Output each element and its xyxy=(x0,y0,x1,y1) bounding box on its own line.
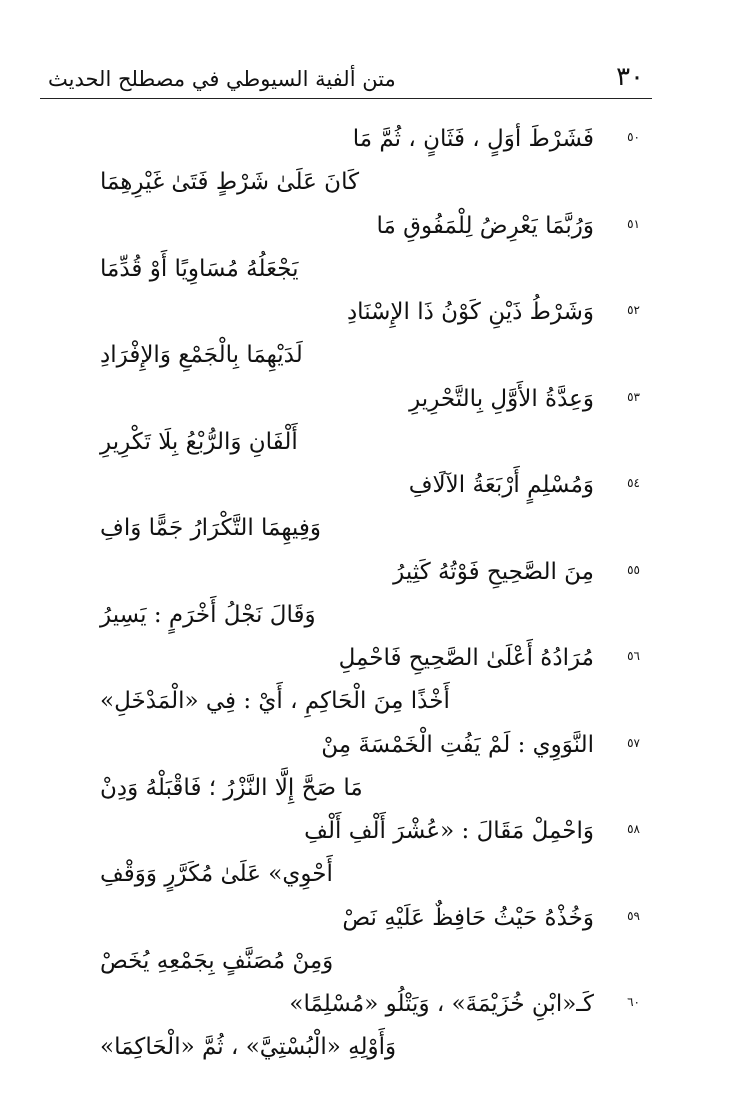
verse-number: ٥٠ xyxy=(627,130,640,144)
verse-first-hemistich: مُرَادُهُ أَعْلَىٰ الصَّحِيحِ فَاحْمِلِ xyxy=(338,645,594,671)
verse xyxy=(0,555,736,642)
verse-first-hemistich: كَـ«ابْنِ خُزَيْمَةَ» ، وَيَتْلُو «مُسْلِمًا» xyxy=(289,991,594,1017)
verse xyxy=(0,987,736,1074)
verse xyxy=(0,728,736,815)
verse xyxy=(0,382,736,469)
verse-first-hemistich: وَرُبَّمَا يَعْرِضُ لِلْمَفُوقِ مَا xyxy=(376,212,594,239)
verse-second-hemistich: وَأَوْلِهِ «الْبُسْتِيَّ» ، ثُمَّ «الْحَاكِمَا» xyxy=(100,1034,397,1060)
verse-list xyxy=(0,122,736,1074)
verse-number: ٥٣ xyxy=(627,389,640,404)
book-title: متن ألفية السيوطي في مصطلح الحديث xyxy=(48,67,396,91)
verse-first-hemistich: وَخُذْهُ حَيْثُ حَافِظٌ عَلَيْهِ نَصْ xyxy=(342,904,594,931)
verse-number: ٥١ xyxy=(627,216,640,231)
verse-number: ٥٨ xyxy=(627,822,640,836)
verse-second-hemistich: أَحْوِي» عَلَىٰ مُكَرَّرٍ وَوَقْفِ xyxy=(100,861,333,887)
verse-first-hemistich: وَعِدَّةُ الأَوَّلِ بِالتَّحْرِيرِ xyxy=(409,385,594,412)
verse-number: ٥٩ xyxy=(627,908,640,923)
verse-first-hemistich: وَاحْمِلْ مَقَالَ : «عُشْرَ أَلْفِ أَلْفِ xyxy=(304,818,594,844)
verse-number: ٥٢ xyxy=(627,303,640,317)
verse-second-hemistich: مَا صَحَّ إِلَّا النَّزْرُ ؛ فَاقْبَلْهُ وَدِنْ xyxy=(100,774,363,801)
verse-first-hemistich: النَّوَوِي : لَمْ يَفُتِ الْخَمْسَةَ مِنْ xyxy=(321,731,594,758)
verse-number: ٥٦ xyxy=(627,649,640,663)
verse-first-hemistich: فَشَرْطَ أوَلٍ ، فَثَانٍ ، ثُمَّ مَا xyxy=(352,126,594,152)
verse-number: ٥٧ xyxy=(627,735,640,750)
page-number: ٣٠ xyxy=(616,62,644,92)
verse-second-hemistich: يَجْعَلُهُ مُسَاوِيًا أَوْ قُدِّمَا xyxy=(100,255,299,282)
verse xyxy=(0,641,736,728)
verse-second-hemistich: أَخْذًا مِنَ الْحَاكِمِ ، أَيْ : فِي «الْمَدْخَلِ» xyxy=(100,688,450,714)
verse-second-hemistich: وَقَالَ نَجْلُ أَخْرَمٍ : يَسِيرُ xyxy=(100,601,316,628)
verse-first-hemistich: وَشَرْطُ ذَيْنِ كَوْنُ ذَا الإِسْنَادِ xyxy=(346,299,594,325)
verse xyxy=(0,814,736,901)
verse-second-hemistich: وَمِنْ مُصَنَّفٍ بِجَمْعِهِ يُخَصْ xyxy=(100,947,334,974)
running-header xyxy=(40,62,652,99)
verse-number: ٥٤ xyxy=(627,476,640,490)
verse xyxy=(0,468,736,555)
verse xyxy=(0,295,736,382)
verse-first-hemistich: مِنَ الصَّحِيحِ فَوْتُهُ كَثِيرُ xyxy=(393,558,594,585)
verse-second-hemistich: وَفِيهِمَا التَّكْرَارُ جَمًّا وَافِ xyxy=(100,515,321,541)
verse-second-hemistich: لَدَيْهِمَا بِالْجَمْعِ وَالإِفْرَادِ xyxy=(100,342,303,368)
verse-number: ٥٥ xyxy=(627,562,640,577)
verse xyxy=(0,209,736,296)
verse-number: ٦٠ xyxy=(627,995,640,1009)
verse-second-hemistich: أَلْفَانِ وَالرُّبْعُ بِلَا تَكْرِيرِ xyxy=(100,428,298,455)
verse xyxy=(0,901,736,988)
verse xyxy=(0,122,736,209)
verse-second-hemistich: كَانَ عَلَىٰ شَرْطٍ فَتَىٰ غَيْرِهِمَا xyxy=(100,169,360,195)
verse-first-hemistich: وَمُسْلِمٍ أَرْبَعَةُ الآلَافِ xyxy=(408,472,594,498)
